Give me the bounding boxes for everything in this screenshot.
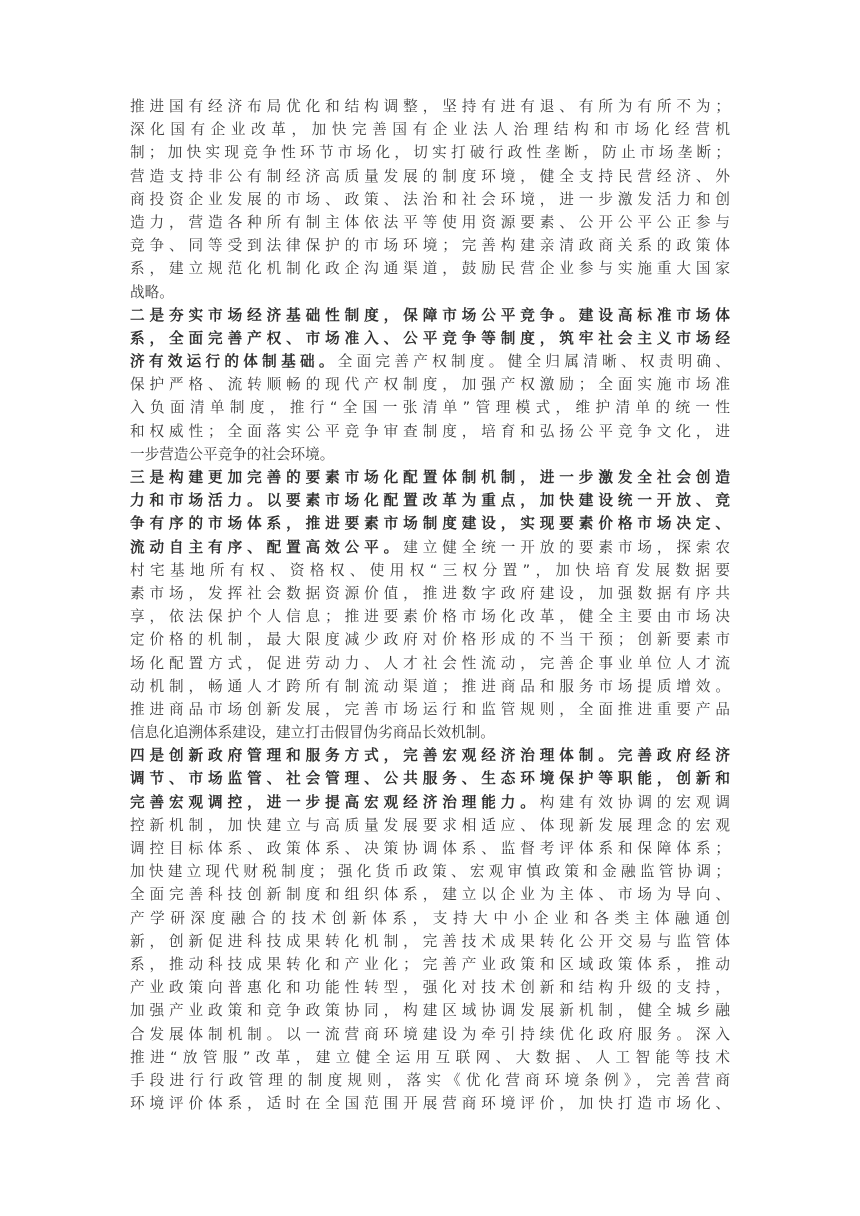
text-line <box>130 234 730 257</box>
text-line <box>130 860 730 883</box>
text-line <box>130 582 730 605</box>
text-line <box>130 118 730 141</box>
text-segment: 加强产业政策和竞争政策协同，构建区域协调发展新机制，健全城乡融 <box>130 1002 730 1020</box>
text-line <box>130 907 730 930</box>
text-segment: 产学研深度融合的技术创新体系，支持大中小企业和各类主体融通创 <box>130 909 730 927</box>
bold-text-segment: 济有效运行的体制基础。 <box>130 353 338 371</box>
text-segment: 制；加快实现竞争性环节市场化，切实打破行政性垄断，防止市场垄断； <box>130 144 730 162</box>
text-segment: 保护严格、流转顺畅的现代产权制度，加强产权激励；全面实施市场准 <box>130 376 730 394</box>
text-line <box>130 466 730 489</box>
text-line <box>130 1023 730 1046</box>
text-line <box>130 257 730 280</box>
text-line <box>130 767 730 790</box>
bold-text-segment: 三是构建更加完善的要素市场化配置体制机制，进一步激发全社会创造 <box>130 469 730 486</box>
text-segment: 推进商品市场创新发展，完善市场运行和监管规则，全面推进重要产品 <box>130 700 730 718</box>
bold-text-segment: 力和市场活力。以要素市场化配置改革为重点，加快建设统一开放、竞 <box>130 492 730 510</box>
text-segment: 推进“放管服”改革，建立健全运用互联网、大数据、人工智能等技术 <box>130 1048 730 1066</box>
text-segment: 新，创新促进科技成果转化机制，完善技术成果转化公开交易与监管体 <box>130 932 730 950</box>
document-body <box>130 95 730 1115</box>
text-segment: 构建有效协调的宏观调 <box>539 793 730 811</box>
text-segment: 推进国有经济布局优化和结构调整，坚持有进有退、有所为有所不为； <box>130 98 730 115</box>
text-segment: 合发展体制机制。以一流营商环境建设为牵引持续优化政府服务。深入 <box>130 1025 730 1043</box>
text-segment: 深化国有企业改革，加快完善国有企业法人治理结构和市场化经营机 <box>130 121 730 139</box>
text-line <box>130 1046 730 1069</box>
text-line <box>130 211 730 234</box>
text-segment: 造力，营造各种所有制主体依法平等使用资源要素、公开公平公正参与 <box>130 213 730 231</box>
bold-text-segment: 完善宏观调控，进一步提高宏观经济治理能力。 <box>130 793 540 811</box>
bold-text-segment: 调节、市场监管、社会管理、公共服务、生态环境保护等职能，创新和 <box>130 770 730 788</box>
text-line <box>130 165 730 188</box>
text-line <box>130 930 730 953</box>
bold-text-segment: 四是创新政府管理和服务方式，完善宏观经济治理体制。完善政府经济 <box>130 747 730 765</box>
text-segment: 建立健全统一开放的要素市场，探索农 <box>403 538 730 556</box>
text-line <box>130 396 730 419</box>
text-segment: 全面完善科技创新制度和组织体系，建立以企业为主体、市场为导向、 <box>130 886 730 904</box>
text-line <box>130 721 730 744</box>
text-line <box>130 883 730 906</box>
text-line <box>130 327 730 350</box>
text-segment: 和权威性；全面落实公平竞争审查制度，培育和弘扬公平竞争文化，进 <box>130 422 730 440</box>
text-line <box>130 1092 730 1115</box>
text-line <box>130 605 730 628</box>
bold-text-segment: 系，全面完善产权、市场准入、公平竞争等制度，筑牢社会主义市场经 <box>130 329 730 347</box>
text-line <box>130 489 730 512</box>
text-segment: 营造支持非公有制经济高质量发展的制度环境，健全支持民营经济、外 <box>130 167 730 185</box>
text-line <box>130 698 730 721</box>
bold-text-segment: 争有序的市场体系，推进要素市场制度建设，实现要素价格市场决定、 <box>130 515 730 533</box>
bold-text-segment: 二是夯实市场经济基础性制度，保障市场公平竞争。建设高标准市场体 <box>130 306 730 324</box>
text-line <box>130 350 730 373</box>
text-line <box>130 559 730 582</box>
text-line <box>130 837 730 860</box>
text-line <box>130 1069 730 1092</box>
text-line <box>130 976 730 999</box>
text-line <box>130 95 730 118</box>
text-line <box>130 188 730 211</box>
text-segment: 动机制，畅通人才跨所有制流动渠道；推进商品和服务市场提质增效。 <box>130 677 730 695</box>
text-line <box>130 791 730 814</box>
text-line <box>130 953 730 976</box>
text-line <box>130 999 730 1022</box>
text-line <box>130 814 730 837</box>
text-segment: 手段进行行政管理的制度规则，落实《优化营商环境条例》，完善营商 <box>130 1071 730 1089</box>
text-segment: 场化配置方式，促进劳动力、人才社会性流动，完善企事业单位人才流 <box>130 654 730 672</box>
text-segment: 信息化追溯体系建设，建立打击假冒伪劣商品长效机制。 <box>130 724 495 742</box>
text-line <box>130 373 730 396</box>
text-segment: 加快建立现代财税制度；强化货币政策、宏观审慎政策和金融监管协调； <box>130 863 730 881</box>
text-segment: 一步营造公平竞争的社会环境。 <box>130 445 335 463</box>
text-line <box>130 652 730 675</box>
text-segment: 控新机制，加快建立与高质量发展要求相适应、体现新发展理念的宏观 <box>130 816 730 834</box>
text-line <box>130 512 730 535</box>
text-segment: 调控目标体系、政策体系、决策协调体系、监督考评体系和保障体系； <box>130 840 730 857</box>
text-line <box>130 675 730 698</box>
text-line <box>130 536 730 559</box>
text-segment: 战略。 <box>130 283 174 301</box>
text-line <box>130 628 730 651</box>
text-line <box>130 443 730 466</box>
text-line <box>130 141 730 164</box>
text-segment: 系，推动科技成果转化和产业化；完善产业政策和区域政策体系，推动 <box>130 955 730 973</box>
text-segment: 系，建立规范化机制化政企沟通渠道，鼓励民营企业参与实施重大国家 <box>130 260 730 278</box>
text-segment: 享，依法保护个人信息；推进要素价格市场化改革，健全主要由市场决 <box>130 608 730 626</box>
text-line <box>130 281 730 304</box>
text-segment: 产业政策向普惠化和功能性转型，强化对技术创新和结构升级的支持， <box>130 979 730 997</box>
text-segment: 素市场，发挥社会数据资源价值，推进数字政府建设，加强数据有序共 <box>130 584 730 602</box>
text-segment: 村宅基地所有权、资格权、使用权“三权分置”，加快培育发展数据要 <box>130 561 730 579</box>
text-segment: 全面完善产权制度。健全归属清晰、权责明确、 <box>337 353 730 371</box>
text-line <box>130 304 730 327</box>
text-line <box>130 420 730 443</box>
bold-text-segment: 流动自主有序、配置高效公平。 <box>130 538 404 556</box>
text-segment: 竞争、同等受到法律保护的市场环境；完善构建亲清政商关系的政策体 <box>130 237 730 255</box>
text-segment: 商投资企业发展的市场、政策、法治和社会环境，进一步激发活力和创 <box>130 190 730 208</box>
text-segment: 环境评价体系，适时在全国范围开展营商环境评价，加快打造市场化、 <box>130 1095 730 1113</box>
text-line <box>130 744 730 767</box>
text-segment: 入负面清单制度，推行“全国一张清单”管理模式，维护清单的统一性 <box>130 399 730 417</box>
text-segment: 定价格的机制，最大限度减少政府对价格形成的不当干预；创新要素市 <box>130 631 730 649</box>
